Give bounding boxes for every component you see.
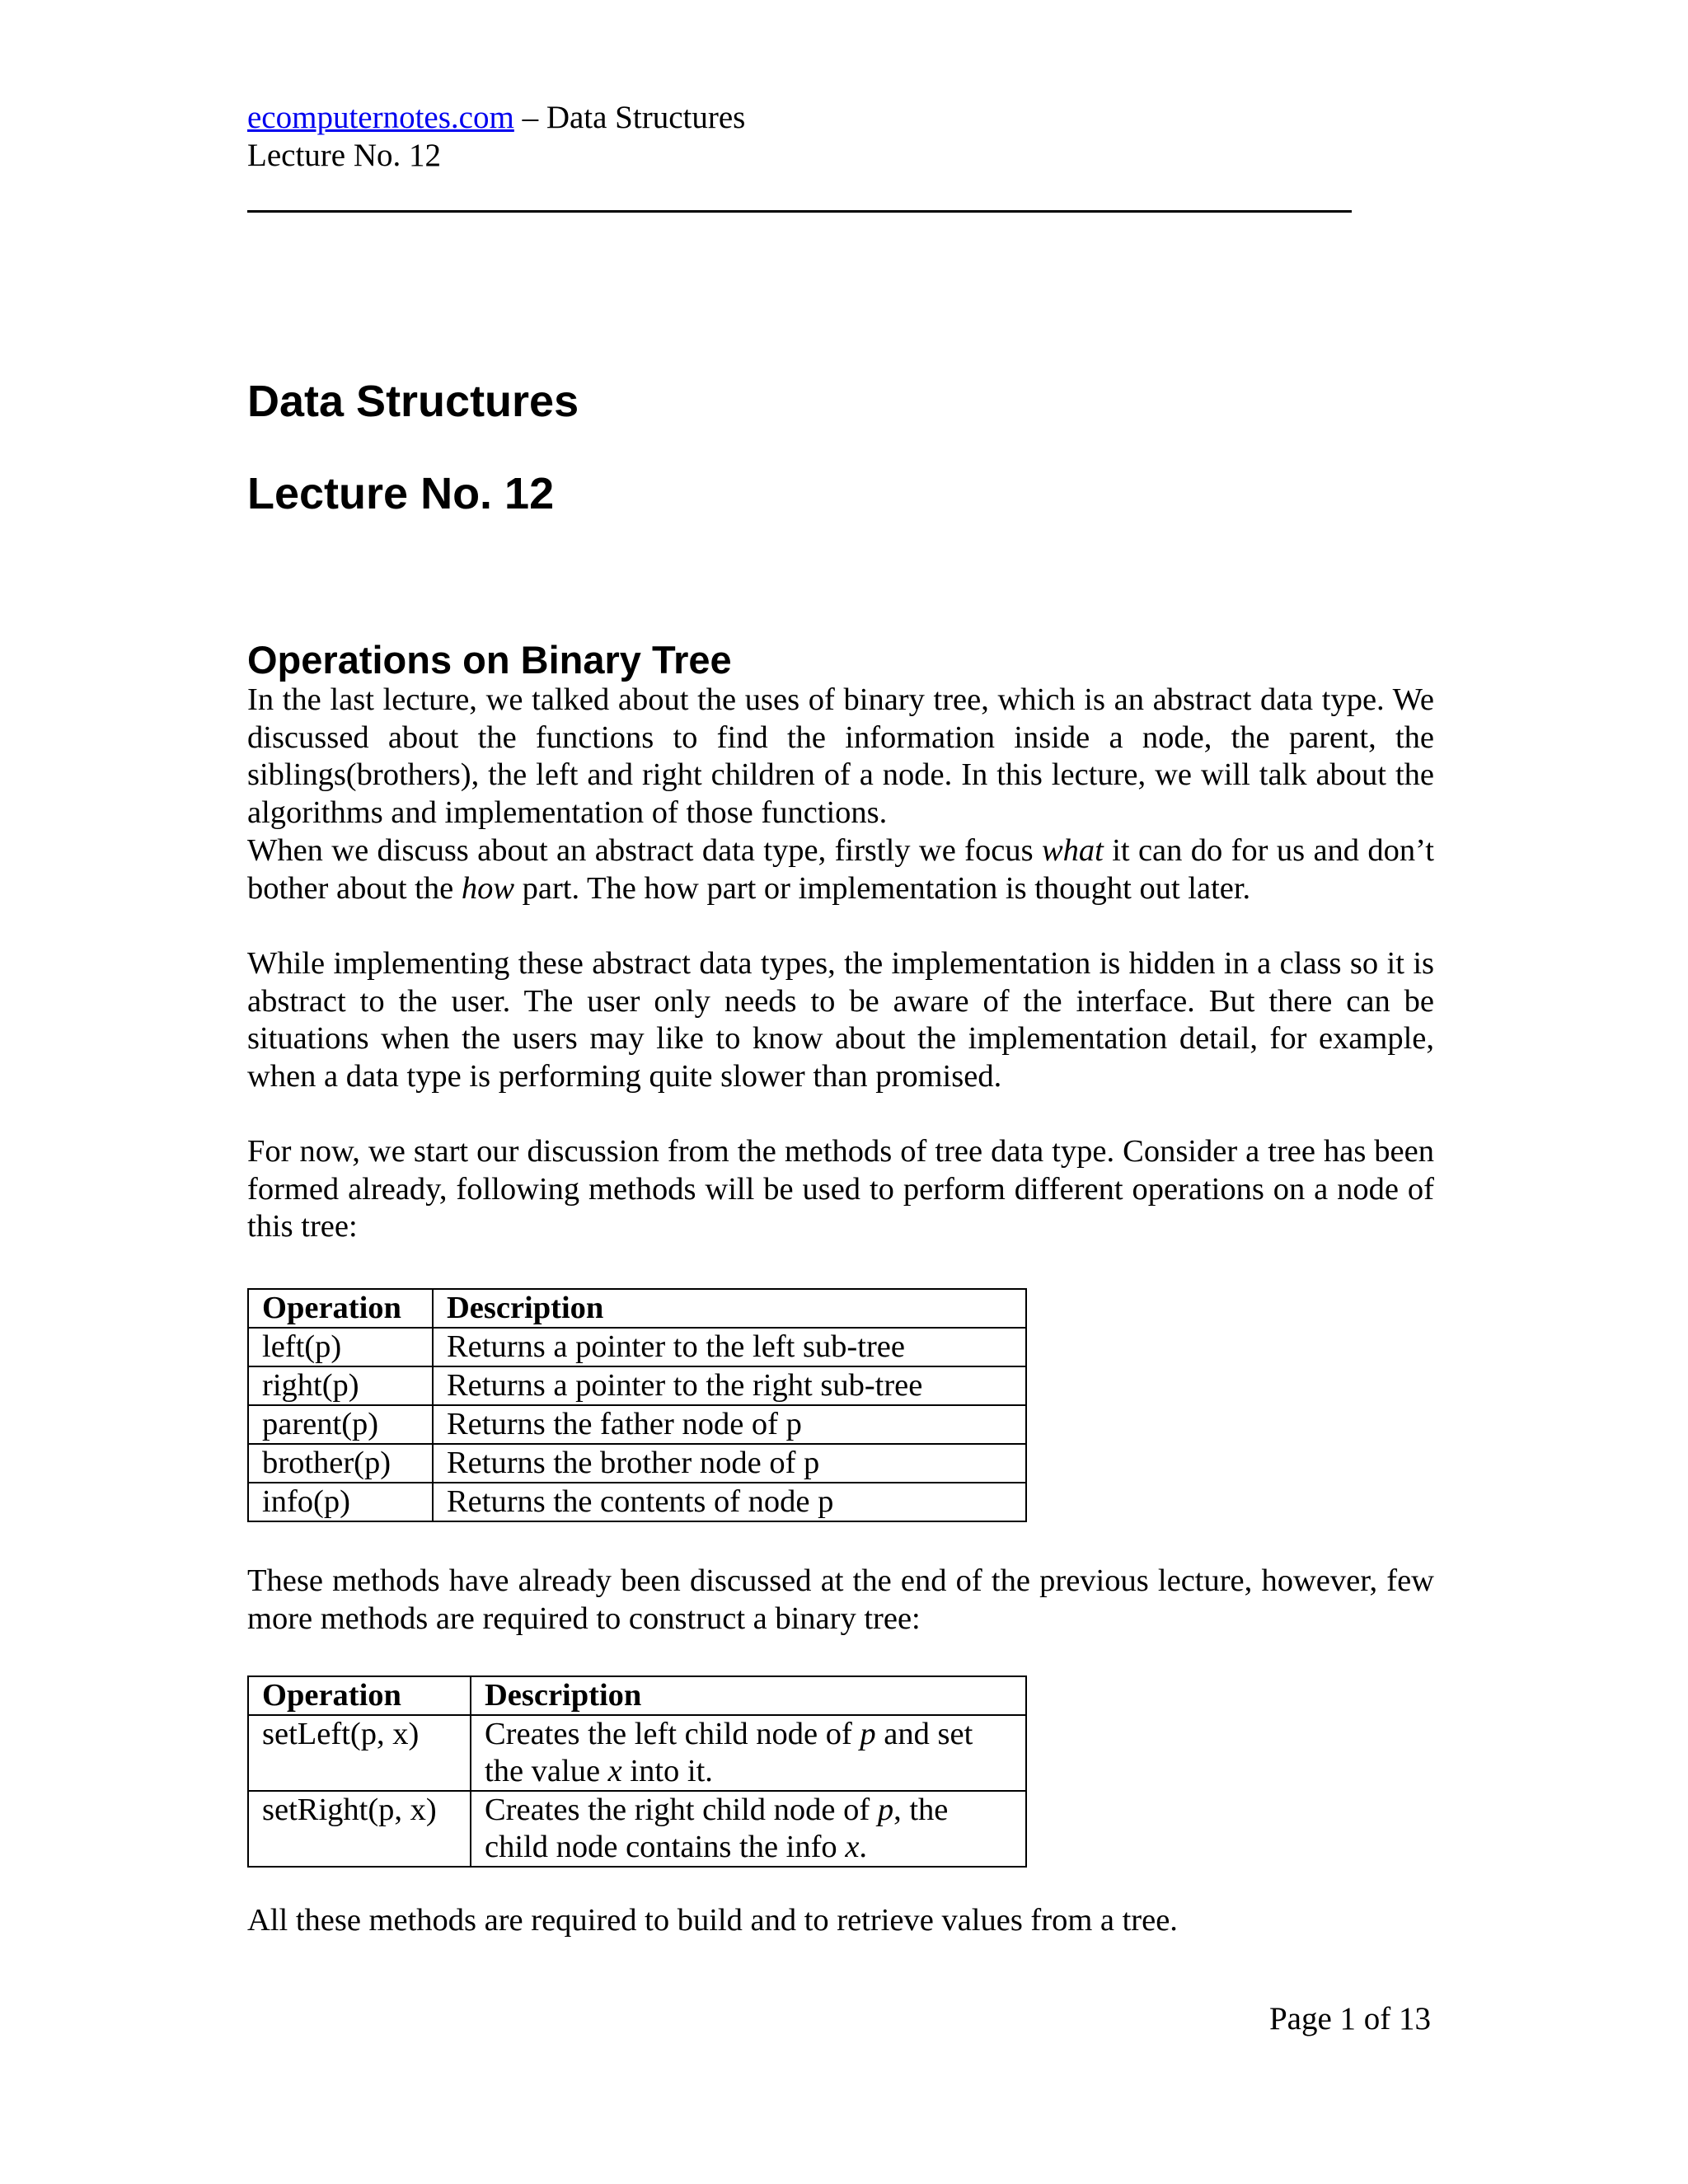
table-row [248,1483,1026,1521]
table1-desc: Returns the father node of p [433,1405,1026,1444]
table1-op: left(p) [248,1328,433,1366]
section-heading: Operations on Binary Tree [247,638,732,682]
paragraph-2 [247,832,1434,907]
desc-text: and set the value [485,1717,973,1788]
table1-desc: Returns a pointer to the left sub-tree [433,1328,1026,1366]
desc-var: p [860,1717,876,1751]
paragraph-1: In the last lecture, we talked about the uses of binary tree, which is an abstract data type. We discussed about the functions to find the information inside a node, the parent, the siblings(brothers), the left and right children of a node. In this lecture, we will talk about the algorithms and implementation of those functions. [247,682,1434,831]
table2-desc [471,1715,1026,1791]
header-divider [247,210,1352,213]
table1-desc: Returns the brother node of p [433,1444,1026,1483]
desc-var: p [877,1793,894,1827]
table1-op: parent(p) [248,1405,433,1444]
table-row [248,1366,1026,1405]
table-row [248,1328,1026,1366]
desc-text: Creates the right child node of [485,1793,878,1827]
operations-table-2 [247,1675,1027,1868]
table1-op: right(p) [248,1366,433,1405]
desc-var: x [607,1754,622,1788]
table2-op: setRight(p, x) [248,1791,471,1867]
table1-desc: Returns a pointer to the right sub-tree [433,1366,1026,1405]
table1-desc: Returns the contents of node p [433,1483,1026,1521]
table1-op: brother(p) [248,1444,433,1483]
table1-header-row [248,1289,1026,1328]
header-line-1 [247,99,745,137]
table-row [248,1444,1026,1483]
table-row [248,1715,1026,1791]
table1-op: info(p) [248,1483,433,1521]
p2-text-a: When we discuss about an abstract data type, firstly we focus [247,833,1042,868]
desc-text: . [859,1830,868,1864]
paragraph-5: These methods have already been discussed at the end of the previous lecture, however, few more methods are required to construct a binary tree: [247,1563,1434,1636]
desc-text: into it. [621,1754,713,1788]
table2-header-row [248,1676,1026,1715]
table2-header-description: Description [471,1676,1026,1715]
desc-text: Creates the left child node of [485,1717,860,1751]
paragraph-6: All these methods are required to build and to retrieve values from a tree. [247,1903,1178,1938]
table1-header-operation: Operation [248,1289,433,1328]
paragraph-4: For now, we start our discussion from the methods of tree data type. Consider a tree has been formed already, following methods will be used to perform different operations on a node of this tree: [247,1134,1434,1244]
page-number: Page 1 of 13 [1268,2001,1431,2036]
table2-op: setLeft(p, x) [248,1715,471,1791]
p2-text-b: it can do for us and don’t bother about the [247,833,1434,906]
page-header [247,99,745,175]
p2-emphasis-how: how [461,870,514,906]
table2-desc [471,1791,1026,1867]
table1-header-description: Description [433,1289,1026,1328]
p2-text-c: part. The how part or implementation is thought out later. [514,870,1251,906]
paragraph-3: While implementing these abstract data types, the implementation is hidden in a class so it is abstract to the user. The user only needs to be aware of the interface. But there can be situations when the users may like to know about the implementation detail, for example, when a data type is performing quite slower than promised. [247,946,1434,1094]
table-row [248,1791,1026,1867]
operations-table-1 [247,1288,1027,1522]
desc-text: , the child node contains the info [485,1793,949,1864]
lecture-heading: Lecture No. 12 [247,469,555,518]
desc-var: x [845,1830,860,1864]
p2-emphasis-what: what [1041,833,1104,868]
site-link[interactable]: ecomputernotes.com [247,100,514,135]
table-row [248,1405,1026,1444]
document-title: Data Structures [247,377,579,426]
table2-header-operation: Operation [248,1676,471,1715]
header-site-suffix: – Data Structures [513,100,746,135]
header-lecture: Lecture No. 12 [247,138,441,173]
